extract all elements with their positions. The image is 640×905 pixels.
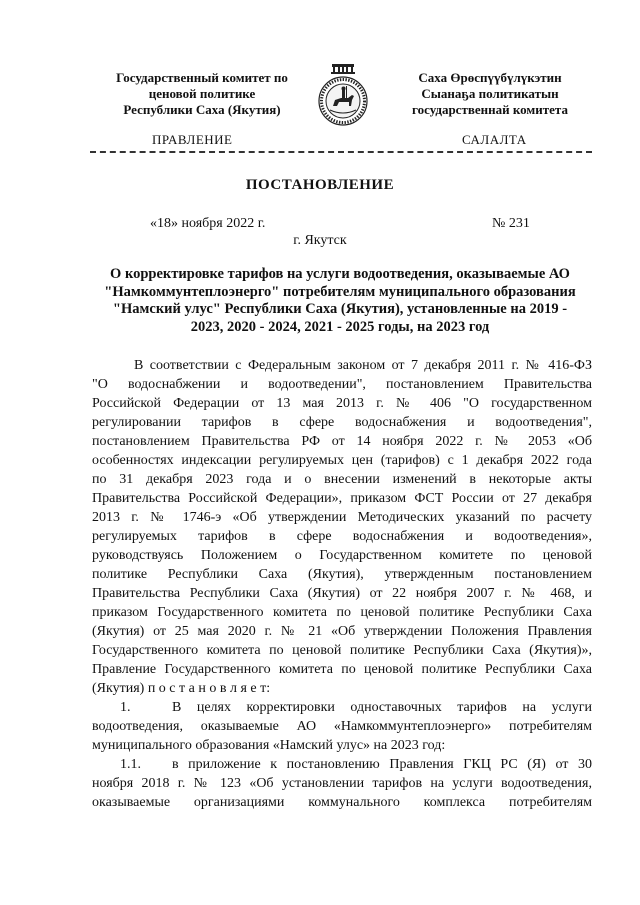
item-1-1-text: в приложение к постановлению Правления ГКЦ РС (Я) от 30 <box>172 757 592 772</box>
preamble-line: Правительства Республики Саха (Якутия) от 22 ноября 2007 г. № 468, и <box>92 586 592 601</box>
subject-line: О корректировке тарифов на услуги водоотведения, оказываемые АО <box>110 266 570 282</box>
preamble-line: постановлением Правительства РФ от 14 ноября 2022 г. № 2053 «Об <box>92 434 592 449</box>
document-city: г. Якутск <box>293 233 347 248</box>
preamble-line: Правительства Российской Федерации», приказом ФСТ России от 27 декабря <box>92 491 592 506</box>
preamble-line: (Якутия) п о с т а н о в л я е т: <box>92 681 271 696</box>
document-body <box>92 356 592 812</box>
preamble-line: В соответствии с Федеральным законом от 7 декабря 2011 г. № 416-ФЗ <box>134 358 592 373</box>
preamble-line: Правление Государственного комитета по ценовой политике Республики Саха <box>92 662 592 677</box>
header-org-name-sah <box>380 70 600 118</box>
header-org-name-ru <box>92 70 312 118</box>
document-date: «18» ноября 2022 г. <box>150 216 266 231</box>
preamble-line: особенностях индексации регулируемых цен (тарифов) с 1 декабря 2022 года <box>92 453 592 468</box>
preamble-line: Российской Федерации от 13 мая 2013 г. № 406 "О государственном <box>92 396 592 411</box>
item-1-text: В целях корректировки одноставочных тарифов на услуги <box>172 700 592 715</box>
item-1-1-first-line <box>92 755 592 774</box>
republic-emblem-icon <box>318 62 368 128</box>
item-1-number: 1. <box>120 700 131 715</box>
item-1-1-number: 1.1. <box>120 757 141 772</box>
item-1-first-line <box>92 698 592 717</box>
header-divider <box>90 151 592 153</box>
preamble-line: Государственного комитета по ценовой политике Республики Саха (Якутия)», <box>92 643 592 658</box>
emblem-crown-icon <box>331 64 355 74</box>
board-label-ru: ПРАВЛЕНИЕ <box>152 132 233 147</box>
item-1-1-line: оказываемые организациями коммунального комплекса потребителям <box>92 795 592 810</box>
org-line: Саха Өрөспүүбүлүкэтин <box>418 70 562 85</box>
item-1-line: муниципального образования «Намский улус» на 2023 год: <box>92 738 446 753</box>
preamble-line: приказом Государственного комитета по ценовой политике Республики Саха <box>92 605 592 620</box>
org-line: Сыанаҕа политикатын <box>421 86 559 101</box>
preamble-line: по 31 декабря 2023 года и о внесении изменений в некоторые акты <box>92 472 592 487</box>
org-line: ценовой политике <box>148 86 256 101</box>
preamble-line: 2013 г. № 1746-э «Об утверждении Методических указаний по расчету <box>92 510 592 525</box>
item-1-1-line: ноября 2018 г. № 123 «Об установлении тарифов на услуги водоотведения, <box>92 776 592 791</box>
document-number: № 231 <box>492 216 530 231</box>
preamble-line: (Якутия) от 25 мая 2020 г. № 21 «Об утверждении Положения Правления <box>92 624 592 639</box>
document-subject <box>70 266 610 336</box>
org-line: Республики Саха (Якутия) <box>123 102 281 117</box>
subject-line: "Намкоммунтеплоэнерго" потребителям муниципального образования <box>104 283 576 300</box>
preamble-line: "О водоснабжении и водоотведении", постановлением Правительства <box>92 377 592 392</box>
item-1-line: водоотведения, оказываемые АО «Намкоммунтеплоэнерго» потребителям <box>92 719 592 734</box>
preamble-line: руководствуясь Положением о Государственном комитете по ценовой <box>92 548 592 563</box>
org-line: государственнай комитета <box>412 102 568 117</box>
preamble-line: регулировании тарифов в сфере водоснабжения и водоотведения", <box>92 415 592 430</box>
subject-line: 2023, 2020 - 2024, 2021 - 2025 годы, на 2023 год <box>190 318 490 335</box>
preamble-line: регулируемых тарифов в сфере водоснабжения и водоотведения», <box>92 529 592 544</box>
board-label-sah: САЛАЛТА <box>462 132 527 147</box>
subject-line: "Намский улус" Республики Саха (Якутия), установленные на 2019 - <box>112 301 568 317</box>
org-line: Государственный комитет по <box>116 70 288 85</box>
document-title: ПОСТАНОВЛЕНИЕ <box>245 177 395 193</box>
preamble-line: политике Республики Саха (Якутия), утвержденным постановлением <box>92 567 592 582</box>
